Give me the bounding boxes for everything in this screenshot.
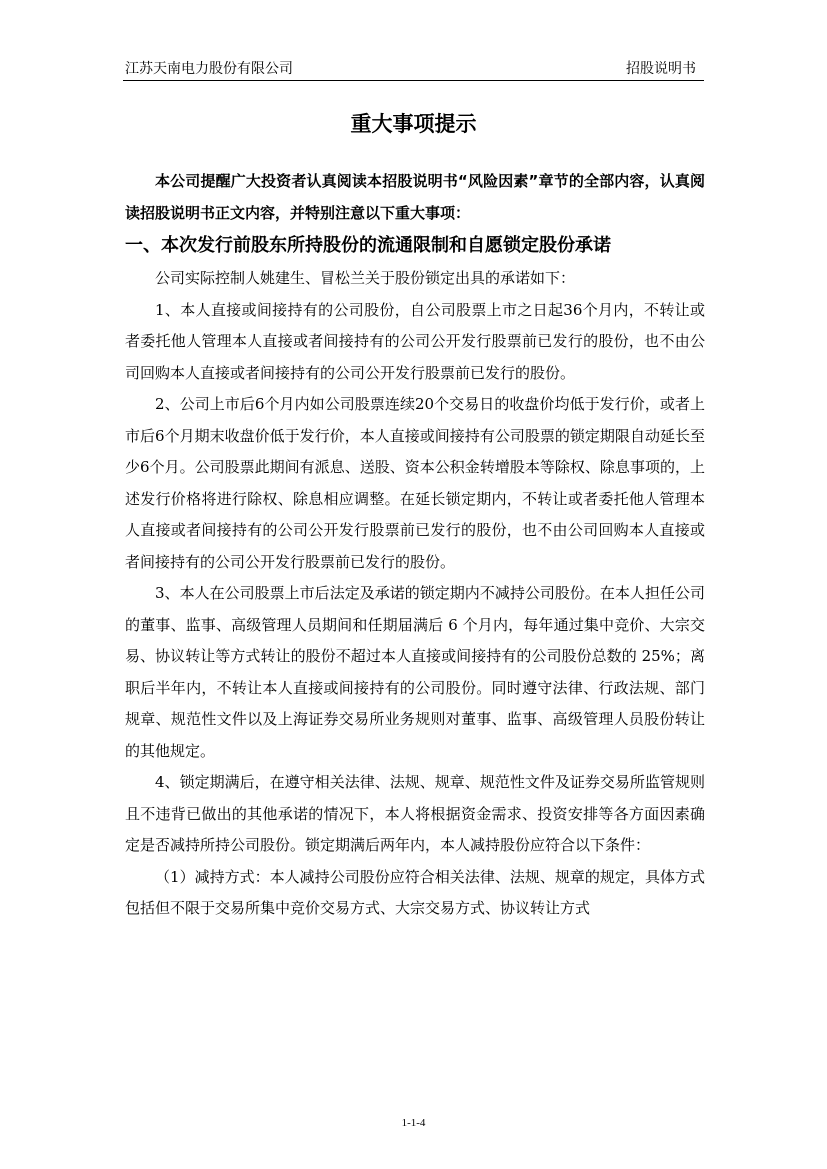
page-number: 1-1-4: [401, 1117, 426, 1129]
paragraph: 公司实际控制人姚建生、冒松兰关于股份锁定出具的承诺如下：: [155, 269, 576, 287]
intro-paragraph: 本公司提醒广大投资者认真阅读本招股说明书“风险因素”章节的全部内容，认真阅读招股说明书正文内容，并特别注意以下重大事项：: [125, 172, 705, 222]
page-title: 重大事项提示: [350, 112, 477, 136]
section-heading: 一、本次发行前股东所持股份的流通限制和自愿锁定股份承诺: [125, 235, 611, 256]
main-content: [125, 166, 705, 925]
page-header: [123, 58, 704, 81]
paragraph: 2、公司上市后6个月内如公司股票连续20个交易日的收盘价均低于发行价，或者上市后6个月期末收盘价低于发行价，本人直接或间接持有公司股票的锁定期限自动延长至少6个月。公司股票此期间有派息、送股、资本公积金转增股本等除权、除息事项的，上述发行价格将进行除权、除息相应调整。在延长锁定期内，不转让或者委托他人管理本人直接或者间接持有的公司公开发行股票前已发行的股份，也不由公司回购本人直接或者间接持有的公司公开发行股票前已发行的股份。: [125, 395, 705, 571]
paragraph: 4、锁定期满后，在遵守相关法律、法规、规章、规范性文件及证券交易所监管规则且不违背已做出的其他承诺的情况下，本人将根据资金需求、投资安排等各方面因素确定是否减持所持公司股份。锁定期满后两年内，本人减持股份应符合以下条件：: [125, 773, 705, 854]
paragraph: 1、本人直接或间接持有的公司股份，自公司股票上市之日起36个月内，不转让或者委托他人管理本人直接或者间接持有的公司公开发行股票前已发行的股份，也不由公司回购本人直接或者间接持有的公司公开发行股票前已发行的股份。: [125, 300, 705, 382]
paragraph: 3、本人在公司股票上市后法定及承诺的锁定期内不减持公司股份。在本人担任公司的董事、监事、高级管理人员期间和任期届满后 6 个月内，每年通过集中竞价、大宗交易、协议转让等方式转让的股份不超过本人直接或间接持有的公司股份总数的 25%；离职后半年内，不转让本人直接或间接持有的公司股份。同时遵守法律、行政法规、部门规章、规范性文件以及上海证券交易所业务规则对董事、监事、高级管理人员股份转让的其他规定。: [125, 584, 705, 760]
header-document-type: 招股说明书: [626, 61, 696, 77]
header-company-name: 江苏天南电力股份有限公司: [125, 61, 293, 77]
paragraph: （1）减持方式：本人减持公司股份应符合相关法律、法规、规章的规定，具体方式包括但不限于交易所集中竞价交易方式、大宗交易方式、协议转让方式: [125, 867, 705, 917]
